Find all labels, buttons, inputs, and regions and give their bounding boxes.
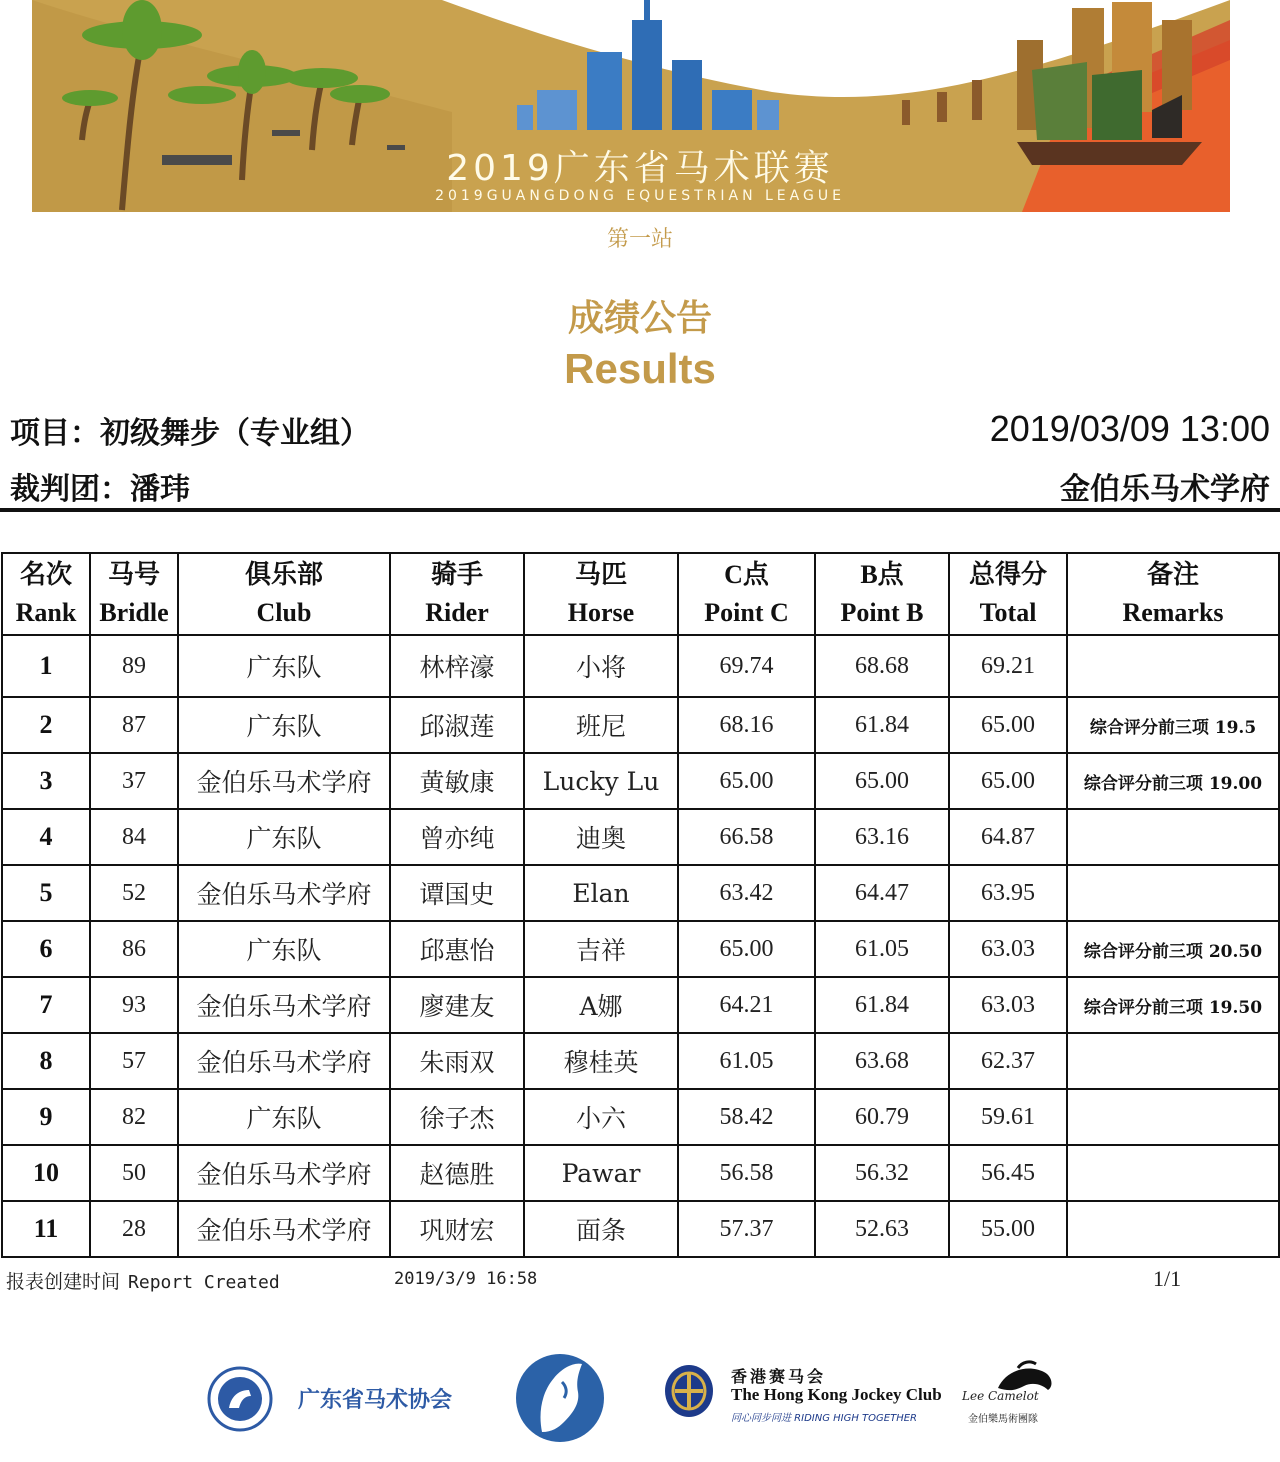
page-number: 1/1 <box>1153 1266 1182 1291</box>
total-cell: 65.00 <box>949 753 1067 809</box>
results-title-en: Results <box>564 345 716 392</box>
column-header-bridle <box>90 553 178 635</box>
club-cell: 广东队 <box>178 635 390 697</box>
rank-cell: 3 <box>2 753 90 809</box>
column-header-rank <box>2 553 90 635</box>
horse-cell: A娜 <box>524 977 678 1033</box>
report-created-label-en: Report Created <box>128 1272 280 1293</box>
remarks-cell <box>1067 809 1279 865</box>
horse-cell: Elan <box>524 865 678 921</box>
rider-cell: 巩财宏 <box>390 1201 524 1257</box>
bridle-cell: 87 <box>90 697 178 753</box>
remarks-cell: 综合评分前三项 20.50 <box>1067 921 1279 977</box>
rider-cell: 谭国史 <box>390 865 524 921</box>
horse-cell: 小六 <box>524 1089 678 1145</box>
total-cell: 59.61 <box>949 1089 1067 1145</box>
club-cell: 金伯乐马术学府 <box>178 865 390 921</box>
point-b-cell: 52.63 <box>815 1201 949 1257</box>
remarks-cell: 综合评分前三项 19.5 <box>1067 697 1279 753</box>
remarks-cell: 综合评分前三项 19.00 <box>1067 753 1279 809</box>
bridle-cell: 50 <box>90 1145 178 1201</box>
bridle-cell: 57 <box>90 1033 178 1089</box>
bridle-cell: 93 <box>90 977 178 1033</box>
point-c-cell: 63.42 <box>678 865 815 921</box>
point-c-cell: 68.16 <box>678 697 815 753</box>
header-cn: 总得分 <box>968 560 1047 589</box>
header-en: Club <box>256 598 312 627</box>
bridle-cell: 37 <box>90 753 178 809</box>
point-b-cell: 61.05 <box>815 921 949 977</box>
point-c-cell: 57.37 <box>678 1201 815 1257</box>
remarks-cell <box>1067 1033 1279 1089</box>
point-b-cell: 65.00 <box>815 753 949 809</box>
header-cn: 马号 <box>107 560 160 589</box>
point-c-cell: 66.58 <box>678 809 815 865</box>
club-cell: 金伯乐马术学府 <box>178 1033 390 1089</box>
table-row <box>2 977 1279 1033</box>
horse-cell: Pawar <box>524 1145 678 1201</box>
header-en: Bridle <box>99 598 169 627</box>
report-created-label-cn: 报表创建时间 <box>6 1271 121 1293</box>
bridle-cell: 84 <box>90 809 178 865</box>
report-created-time: 2019/3/9 16:58 <box>394 1269 538 1289</box>
header-en: Rider <box>425 598 489 627</box>
table-row <box>2 865 1279 921</box>
total-cell: 63.95 <box>949 865 1067 921</box>
bridle-cell: 52 <box>90 865 178 921</box>
point-c-cell: 58.42 <box>678 1089 815 1145</box>
horse-cell: 吉祥 <box>524 921 678 977</box>
point-c-cell: 61.05 <box>678 1033 815 1089</box>
rank-cell: 4 <box>2 809 90 865</box>
header-cn: B点 <box>860 560 904 589</box>
remarks-cell <box>1067 865 1279 921</box>
club-cell: 金伯乐马术学府 <box>178 1201 390 1257</box>
rank-cell: 10 <box>2 1145 90 1201</box>
gdea-logo-icon <box>205 1366 275 1432</box>
header-cn: 名次 <box>19 560 72 589</box>
rider-cell: 曾亦纯 <box>390 809 524 865</box>
column-header-club <box>178 553 390 635</box>
horse-cell: 面条 <box>524 1201 678 1257</box>
point-c-cell: 64.21 <box>678 977 815 1033</box>
horse-head-logo-icon <box>512 1352 608 1444</box>
banner-subtitle: 2019GUANGDONG EQUESTRIAN LEAGUE <box>435 188 845 204</box>
rider-cell: 邱淑莲 <box>390 697 524 753</box>
camelot-name-cn: 金伯樂馬術團隊 <box>968 1414 1038 1425</box>
rank-cell: 11 <box>2 1201 90 1257</box>
club-cell: 广东队 <box>178 1089 390 1145</box>
total-cell: 64.87 <box>949 809 1067 865</box>
bridle-cell: 89 <box>90 635 178 697</box>
hkjc-tagline: 同心同步同进 RIDING HIGH TOGETHER <box>731 1413 917 1424</box>
point-b-cell: 61.84 <box>815 977 949 1033</box>
table-row <box>2 1033 1279 1089</box>
bridle-cell: 86 <box>90 921 178 977</box>
point-b-cell: 56.32 <box>815 1145 949 1201</box>
header-en: Total <box>979 598 1037 627</box>
point-c-cell: 69.74 <box>678 635 815 697</box>
horse-cell: 小将 <box>524 635 678 697</box>
table-row <box>2 635 1279 697</box>
table-row <box>2 1201 1279 1257</box>
total-cell: 63.03 <box>949 921 1067 977</box>
horse-cell: 班尼 <box>524 697 678 753</box>
remarks-cell <box>1067 1089 1279 1145</box>
total-cell: 63.03 <box>949 977 1067 1033</box>
point-c-cell: 56.58 <box>678 1145 815 1201</box>
gdea-name: 广东省马术协会 <box>298 1388 453 1413</box>
column-header-total <box>949 553 1067 635</box>
total-cell: 56.45 <box>949 1145 1067 1201</box>
results-title-cn: 成绩公告 <box>567 298 712 339</box>
club-cell: 广东队 <box>178 921 390 977</box>
rider-cell: 林梓濠 <box>390 635 524 697</box>
results-table <box>1 552 1280 1258</box>
column-header-point-c <box>678 553 815 635</box>
rider-cell: 赵德胜 <box>390 1145 524 1201</box>
header-cn: 俱乐部 <box>244 560 323 589</box>
event-datetime: 2019/03/09 13:00 <box>989 408 1270 449</box>
rank-cell: 2 <box>2 697 90 753</box>
total-cell: 55.00 <box>949 1201 1067 1257</box>
column-header-point-b <box>815 553 949 635</box>
judges-panel: 裁判团：潘玮 <box>10 472 190 507</box>
header-en: Point C <box>704 598 789 627</box>
club-cell: 金伯乐马术学府 <box>178 977 390 1033</box>
hkjc-name-en: The Hong Kong Jockey Club <box>731 1385 942 1404</box>
table-header-row <box>2 553 1279 635</box>
header-divider <box>0 508 1280 512</box>
club-cell: 广东队 <box>178 809 390 865</box>
horse-cell: 穆桂英 <box>524 1033 678 1089</box>
table-row <box>2 921 1279 977</box>
banner-title: 2019广东省马术联赛 <box>446 148 834 189</box>
total-cell: 62.37 <box>949 1033 1067 1089</box>
results-body <box>2 635 1279 1257</box>
bridle-cell: 82 <box>90 1089 178 1145</box>
column-header-horse <box>524 553 678 635</box>
header-cn: 马匹 <box>574 560 627 589</box>
header-cn: 骑手 <box>430 560 483 589</box>
point-c-cell: 65.00 <box>678 753 815 809</box>
rank-cell: 8 <box>2 1033 90 1089</box>
report-created-label <box>6 1267 280 1294</box>
hkjc-name-cn: 香港赛马会 <box>731 1367 827 1386</box>
point-b-cell: 60.79 <box>815 1089 949 1145</box>
rank-cell: 5 <box>2 865 90 921</box>
point-b-cell: 63.68 <box>815 1033 949 1089</box>
horse-cell: Lucky Lu <box>524 753 678 809</box>
point-b-cell: 64.47 <box>815 865 949 921</box>
header-en: Horse <box>567 598 635 627</box>
header-en: Rank <box>15 598 77 627</box>
venue-name: 金伯乐马术学府 <box>1060 472 1270 507</box>
remarks-cell <box>1067 1201 1279 1257</box>
point-b-cell: 61.84 <box>815 697 949 753</box>
rank-cell: 6 <box>2 921 90 977</box>
club-cell: 金伯乐马术学府 <box>178 753 390 809</box>
rank-cell: 9 <box>2 1089 90 1145</box>
table-row <box>2 753 1279 809</box>
rider-cell: 廖建友 <box>390 977 524 1033</box>
horse-cell: 迪奥 <box>524 809 678 865</box>
table-row <box>2 1089 1279 1145</box>
club-cell: 金伯乐马术学府 <box>178 1145 390 1201</box>
total-cell: 65.00 <box>949 697 1067 753</box>
point-b-cell: 63.16 <box>815 809 949 865</box>
remarks-cell <box>1067 1145 1279 1201</box>
rider-cell: 邱惠怡 <box>390 921 524 977</box>
event-name: 项目：初级舞步（专业组） <box>10 416 370 451</box>
rider-cell: 徐子杰 <box>390 1089 524 1145</box>
point-b-cell: 68.68 <box>815 635 949 697</box>
rank-cell: 1 <box>2 635 90 697</box>
stage-label: 第一站 <box>606 227 673 252</box>
point-c-cell: 65.00 <box>678 921 815 977</box>
column-header-rider <box>390 553 524 635</box>
header-cn: C点 <box>724 560 769 589</box>
bridle-cell: 28 <box>90 1201 178 1257</box>
club-cell: 广东队 <box>178 697 390 753</box>
header-en: Point B <box>840 598 924 627</box>
table-row <box>2 697 1279 753</box>
remarks-cell <box>1067 635 1279 697</box>
hkjc-crest-icon <box>663 1363 715 1419</box>
camelot-name-en: Lee Camelot <box>962 1389 1039 1403</box>
table-row <box>2 1145 1279 1201</box>
header-en: Remarks <box>1122 598 1224 627</box>
table-row <box>2 809 1279 865</box>
rider-cell: 黄敏康 <box>390 753 524 809</box>
total-cell: 69.21 <box>949 635 1067 697</box>
header-cn: 备注 <box>1146 560 1199 589</box>
column-header-remarks <box>1067 553 1279 635</box>
rank-cell: 7 <box>2 977 90 1033</box>
rider-cell: 朱雨双 <box>390 1033 524 1089</box>
remarks-cell: 综合评分前三项 19.50 <box>1067 977 1279 1033</box>
